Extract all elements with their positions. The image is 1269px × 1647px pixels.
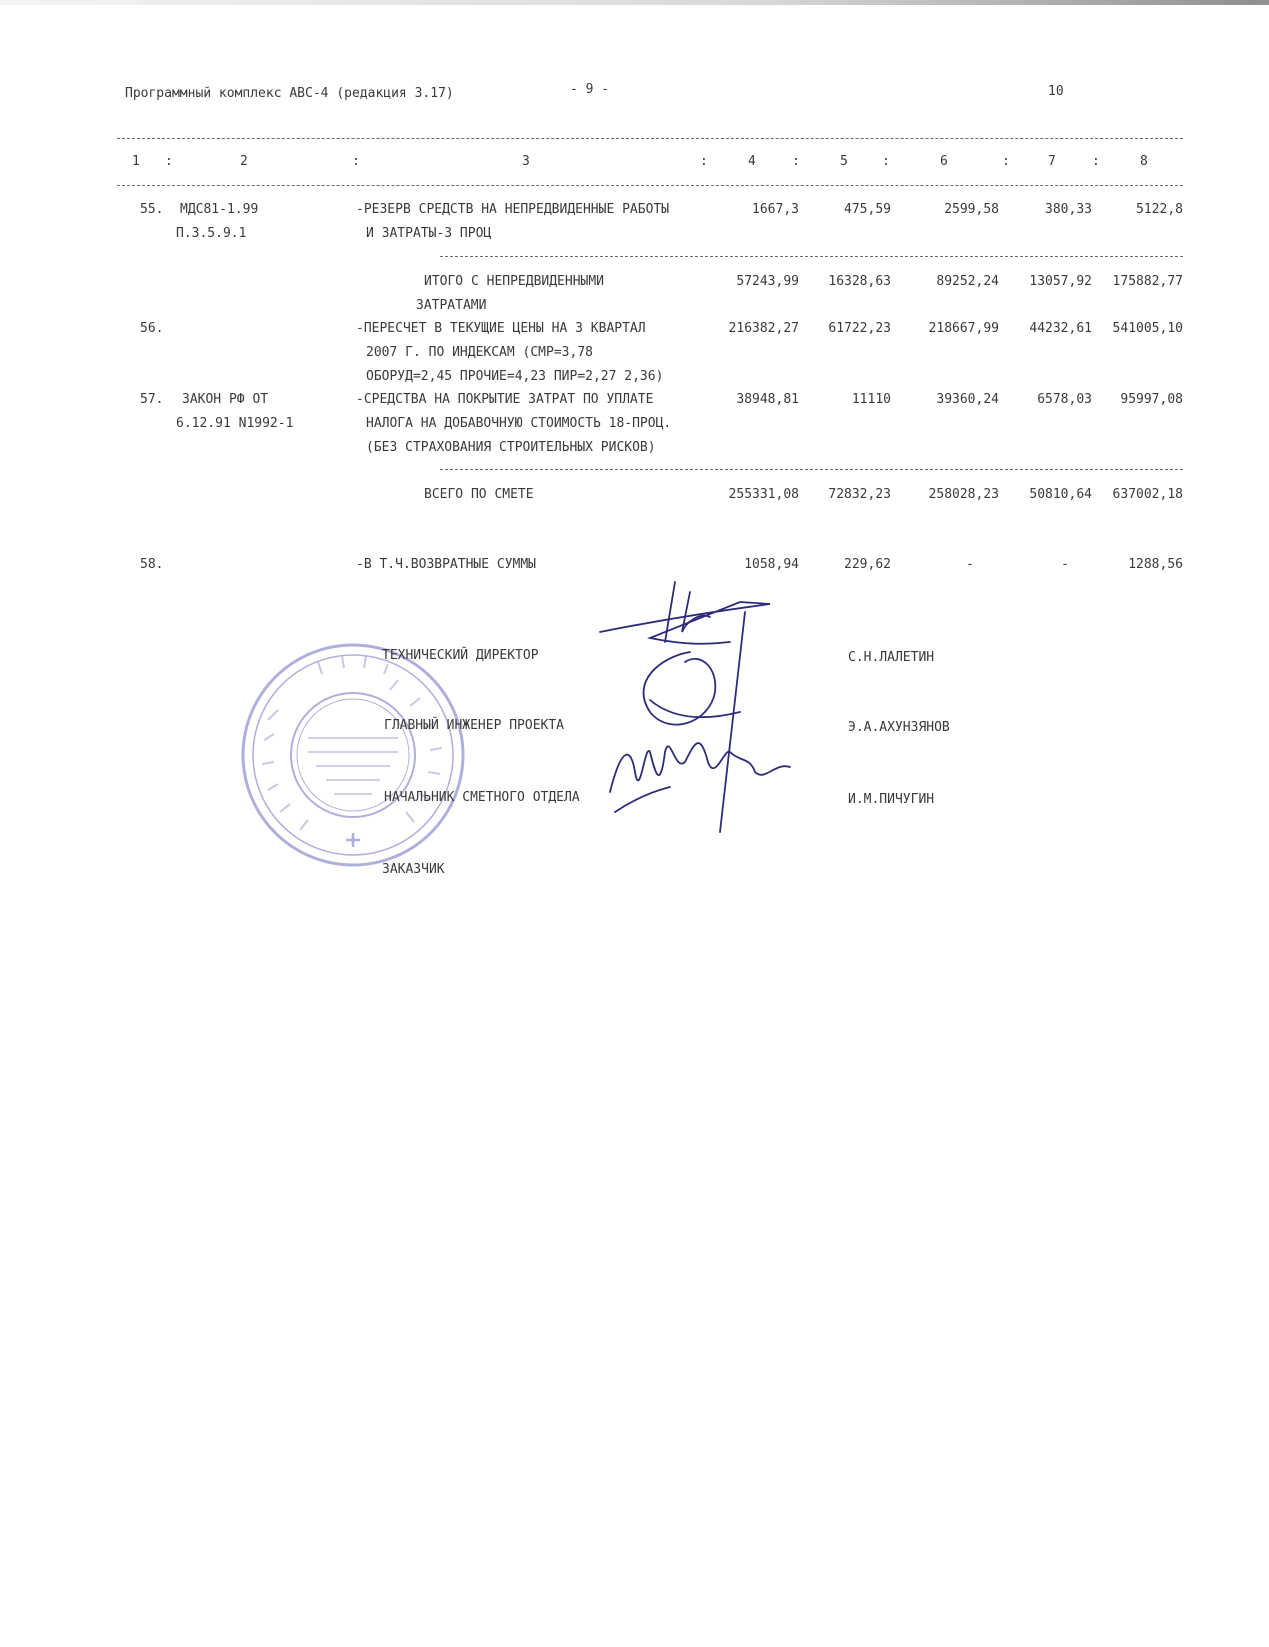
row-description: ЗАТРАТАМИ — [416, 298, 487, 313]
row-number: 55. — [140, 202, 164, 217]
cell-col5: 72832,23 — [828, 487, 891, 502]
program-header: Программный комплекс АВС-4 (редакция 3.17) — [125, 86, 454, 101]
cell-col8: 175882,77 — [1112, 274, 1183, 289]
page-marker: - 9 - — [570, 82, 610, 97]
col-5: 5 — [840, 154, 848, 169]
cell-col6: 258028,23 — [928, 487, 999, 502]
cell-col4: 1667,3 — [752, 202, 799, 217]
row-number: 56. — [140, 321, 164, 336]
official-stamp — [238, 640, 468, 870]
col-3: 3 — [522, 154, 530, 169]
col-8: 8 — [1140, 154, 1148, 169]
row-description: 2007 Г. ПО ИНДЕКСАМ (СМР=3,78 — [366, 345, 593, 360]
cell-col5: 61722,23 — [828, 321, 891, 336]
subtotal-rule — [440, 256, 1183, 257]
row-description: -ПЕРЕСЧЕТ В ТЕКУЩИЕ ЦЕНЫ НА 3 КВАРТАЛ — [356, 321, 646, 336]
page-number: 10 — [1048, 84, 1064, 99]
cell-col8: 5122,8 — [1136, 202, 1183, 217]
row-code: 6.12.91 N1992-1 — [176, 416, 294, 431]
cell-col4: 38948,81 — [736, 392, 799, 407]
col-sep: : — [1092, 154, 1100, 169]
cell-col7: 44232,61 — [1029, 321, 1092, 336]
total-rule — [440, 469, 1183, 470]
cell-col6: 39360,24 — [936, 392, 999, 407]
cell-col7: 50810,64 — [1029, 487, 1092, 502]
cell-col4: 255331,08 — [728, 487, 799, 502]
scan-edge — [0, 0, 1269, 5]
row-description: -СРЕДСТВА НА ПОКРЫТИЕ ЗАТРАТ ПО УПЛАТЕ — [356, 392, 654, 407]
row-number: 58. — [140, 557, 164, 572]
col-2: 2 — [240, 154, 248, 169]
row-description: И ЗАТРАТЫ-3 ПРОЦ — [366, 226, 492, 241]
cell-col7: 13057,92 — [1029, 274, 1092, 289]
row-description: ОБОРУД=2,45 ПРОЧИЕ=4,23 ПИР=2,27 2,36) — [366, 369, 664, 384]
signer-name: Э.А.АХУНЗЯНОВ — [848, 720, 950, 735]
header-rule-bottom — [117, 185, 1183, 186]
cell-col6: - — [966, 557, 974, 572]
cell-col5: 229,62 — [844, 557, 891, 572]
col-sep: : — [882, 154, 890, 169]
signer-role: ГЛАВНЫЙ ИНЖЕНЕР ПРОЕКТА — [384, 718, 565, 733]
col-sep: : — [1002, 154, 1010, 169]
col-7: 7 — [1048, 154, 1056, 169]
cell-col5: 16328,63 — [828, 274, 891, 289]
col-sep: : — [165, 154, 173, 169]
cell-col4: 1058,94 — [744, 557, 799, 572]
col-4: 4 — [748, 154, 756, 169]
col-sep: : — [700, 154, 708, 169]
row-number: 57. — [140, 392, 164, 407]
cell-col5: 475,59 — [844, 202, 891, 217]
cell-col7: 380,33 — [1045, 202, 1092, 217]
row-description: ВСЕГО ПО СМЕТЕ — [424, 487, 534, 502]
signer-name: С.Н.ЛАЛЕТИН — [848, 650, 935, 665]
signer-role: ЗАКАЗЧИК — [382, 862, 445, 877]
cell-col8: 637002,18 — [1112, 487, 1183, 502]
col-6: 6 — [940, 154, 948, 169]
row-description: (БЕЗ СТРАХОВАНИЯ СТРОИТЕЛЬНЫХ РИСКОВ) — [366, 440, 656, 455]
header-rule-top — [117, 138, 1183, 139]
cell-col6: 2599,58 — [944, 202, 999, 217]
col-sep: : — [792, 154, 800, 169]
cell-col8: 1288,56 — [1128, 557, 1183, 572]
cell-col8: 541005,10 — [1112, 321, 1183, 336]
signer-role: НАЧАЛЬНИК СМЕТНОГО ОТДЕЛА — [384, 790, 580, 805]
cell-col6: 89252,24 — [936, 274, 999, 289]
row-description: -РЕЗЕРВ СРЕДСТВ НА НЕПРЕДВИДЕННЫЕ РАБОТЫ — [356, 202, 670, 217]
cell-col8: 95997,08 — [1120, 392, 1183, 407]
signer-name: И.М.ПИЧУГИН — [848, 792, 935, 807]
row-code: П.3.5.9.1 — [176, 226, 247, 241]
row-code: МДС81-1.99 — [180, 202, 259, 217]
cell-col7: 6578,03 — [1037, 392, 1092, 407]
cell-col7: - — [1061, 557, 1069, 572]
col-sep: : — [352, 154, 360, 169]
row-description: -В Т.Ч.ВОЗВРАТНЫЕ СУММЫ — [356, 557, 537, 572]
cell-col4: 57243,99 — [736, 274, 799, 289]
row-description: НАЛОГА НА ДОБАВОЧНУЮ СТОИМОСТЬ 18-ПРОЦ. — [366, 416, 672, 431]
col-1: 1 — [132, 154, 140, 169]
row-code: ЗАКОН РФ ОТ — [182, 392, 269, 407]
cell-col6: 218667,99 — [928, 321, 999, 336]
handwritten-signatures — [590, 572, 800, 852]
signer-role: ТЕХНИЧЕСКИЙ ДИРЕКТОР — [382, 648, 539, 663]
cell-col4: 216382,27 — [728, 321, 799, 336]
row-description: ИТОГО С НЕПРЕДВИДЕННЫМИ — [424, 274, 605, 289]
cell-col5: 11110 — [851, 392, 891, 407]
